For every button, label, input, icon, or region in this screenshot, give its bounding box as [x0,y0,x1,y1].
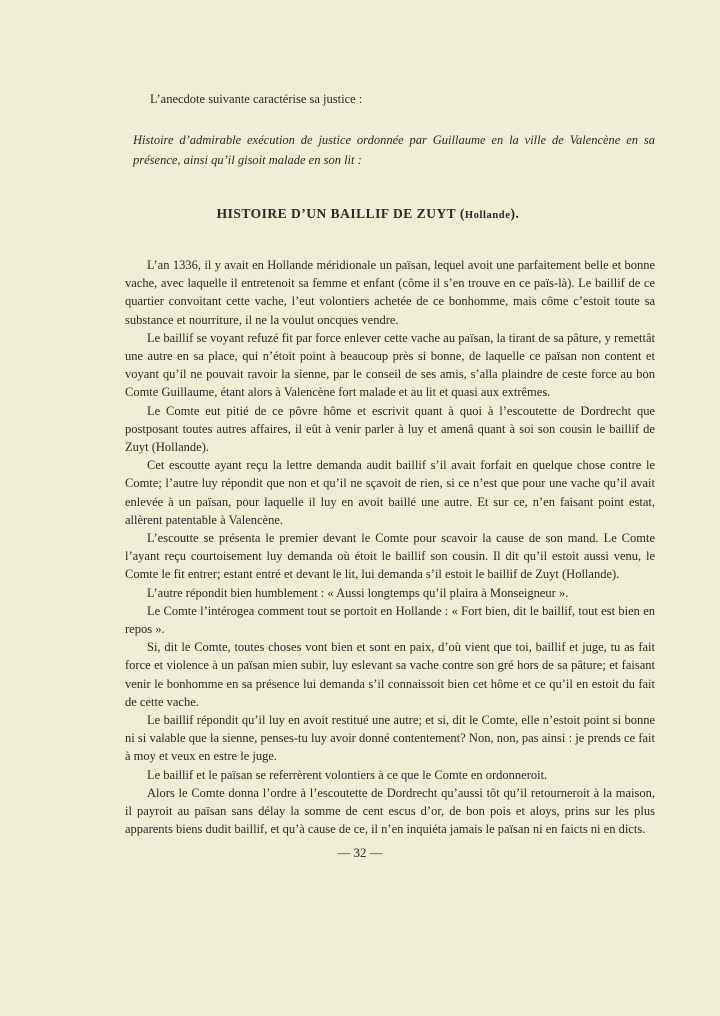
paragraph: Le Comte eut pitié de ce pôvre hôme et escrivit quant à quoi à l’escoutette de Dordrecht que postposant toutes autres affaires, il eût à venir parler à luy et amenâ quant à soi son cousin le baillif de Zuyt (Hollande). [125,403,655,455]
paragraph: Le baillif répondit qu’il luy en avoit restitué une autre; et si, dit le Comte, elle n’estoit point si bonne ni si valable que la sienne, penses-tu luy avoir donné contentement? Non, non, pas ainsi : je prends ce fait à moy et veux en estre le juge. [125,713,655,764]
story-subtitle: Histoire d’admirable exécution de justice ordonnée par Guillaume en la ville de Valencène en sa présence, ainsi qu’il gisoit malade en son lit : [133,133,655,167]
paragraph: Cet escoutte ayant reçu la lettre demanda audit baillif s’il avait forfait en quelque chose contre le Comte; l’autre luy répondit que non et qu’il ne sçavoit de rien, si ce n’est que pour une vache qu’il avait enlevée à un païsan, pour laquelle il luy en avoit baillé une autre. Et sur ce, n’en faisant point estat, allèrent patentable à Valencène. [125,458,655,527]
intro-line: L’anecdote suivante caractérise sa justice : [150,92,363,106]
paragraph: Le baillif et le païsan se referrèrent volontiers à ce que le Comte en ordonneroit. [147,767,548,782]
paragraph: Alors le Comte donna l’ordre à l’escoutette de Dordrecht qu’aussi tôt qu’il retourneroit à la maison, il payroit au païsan sans délay la somme de cent escus d’or, de bon pois et aloys, prins sur les plus apparents biens dudit baillif, et qu’à cause de ce, il n’en inquiéta jamais le païsan ni en faicts ni en dicts. [125,785,655,837]
story-body [125,256,655,839]
story-title [120,206,616,222]
paragraph: L’escoutte se présenta le premier devant le Comte pour scavoir la cause de son mand. Le Comte l’ayant reçu courtoisement luy demanda où étoit le baillif son cousin. Il dit qu’il estoit aussi venu, le Comte le fit entrer; estant entré et devant le lit, lui demanda s’il estoit le baillif de Zuyt (Hollande). [125,531,655,582]
story-title-main: HISTOIRE D’UN BAILLIF DE ZUYT ( [216,206,465,221]
paragraph: L’an 1336, il y avait en Hollande méridionale un païsan, lequel avoit une parfaitement belle et bonne vache, avec laquelle il entretenoit sa femme et enfant (côme il s’en trouve en ce païs-là). Le baillif de ce quartier convoitant cette vache, l’eut volontiers achetée de ce bonhomme, mais côme c’estoit toute sa substance et nourriture, il ne la voulut oncques vendre. [125,258,655,327]
paragraph: Si, dit le Comte, toutes choses vont bien et sont en paix, d’où vient que toi, baillif et juge, tu as fait force et violence à un païsan mien subir, luy eslevant sa vache contre son gré hors de sa pâture; et faisant venir le bonhomme en sa présence lui demanda s’il connaissoit bien cet hôme et ce qu’il en estoit du fait de cette vache. [125,640,655,709]
paragraph: L’autre répondit bien humblement : « Aussi longtemps qu’il plaira à Monseigneur ». [147,585,569,600]
page-number: — 32 — [337,845,383,860]
paragraph: Le Comte l’intérogea comment tout se portoit en Hollande : « Fort bien, dit le baillif, tout est bien en repos ». [125,603,655,637]
story-title-small-caps: Hollande [464,210,511,221]
story-title-close: ). [510,206,520,221]
paragraph: Le baillif se voyant refuzé fit par force enlever cette vache au païsan, la tirant de sa pâture, y remettât une autre en sa place, qui n’étoit point à beaucoup près si bonne, de laquelle ce païsan non content et voyant qu’il ne pouvait ravoir la sienne, par le conseil de ses amis, s’alla plaindre de ceste force au bon Comte Guillaume, étant alors à Valencène fort malade et au lit et quasi aux extrêmes. [125,330,655,400]
